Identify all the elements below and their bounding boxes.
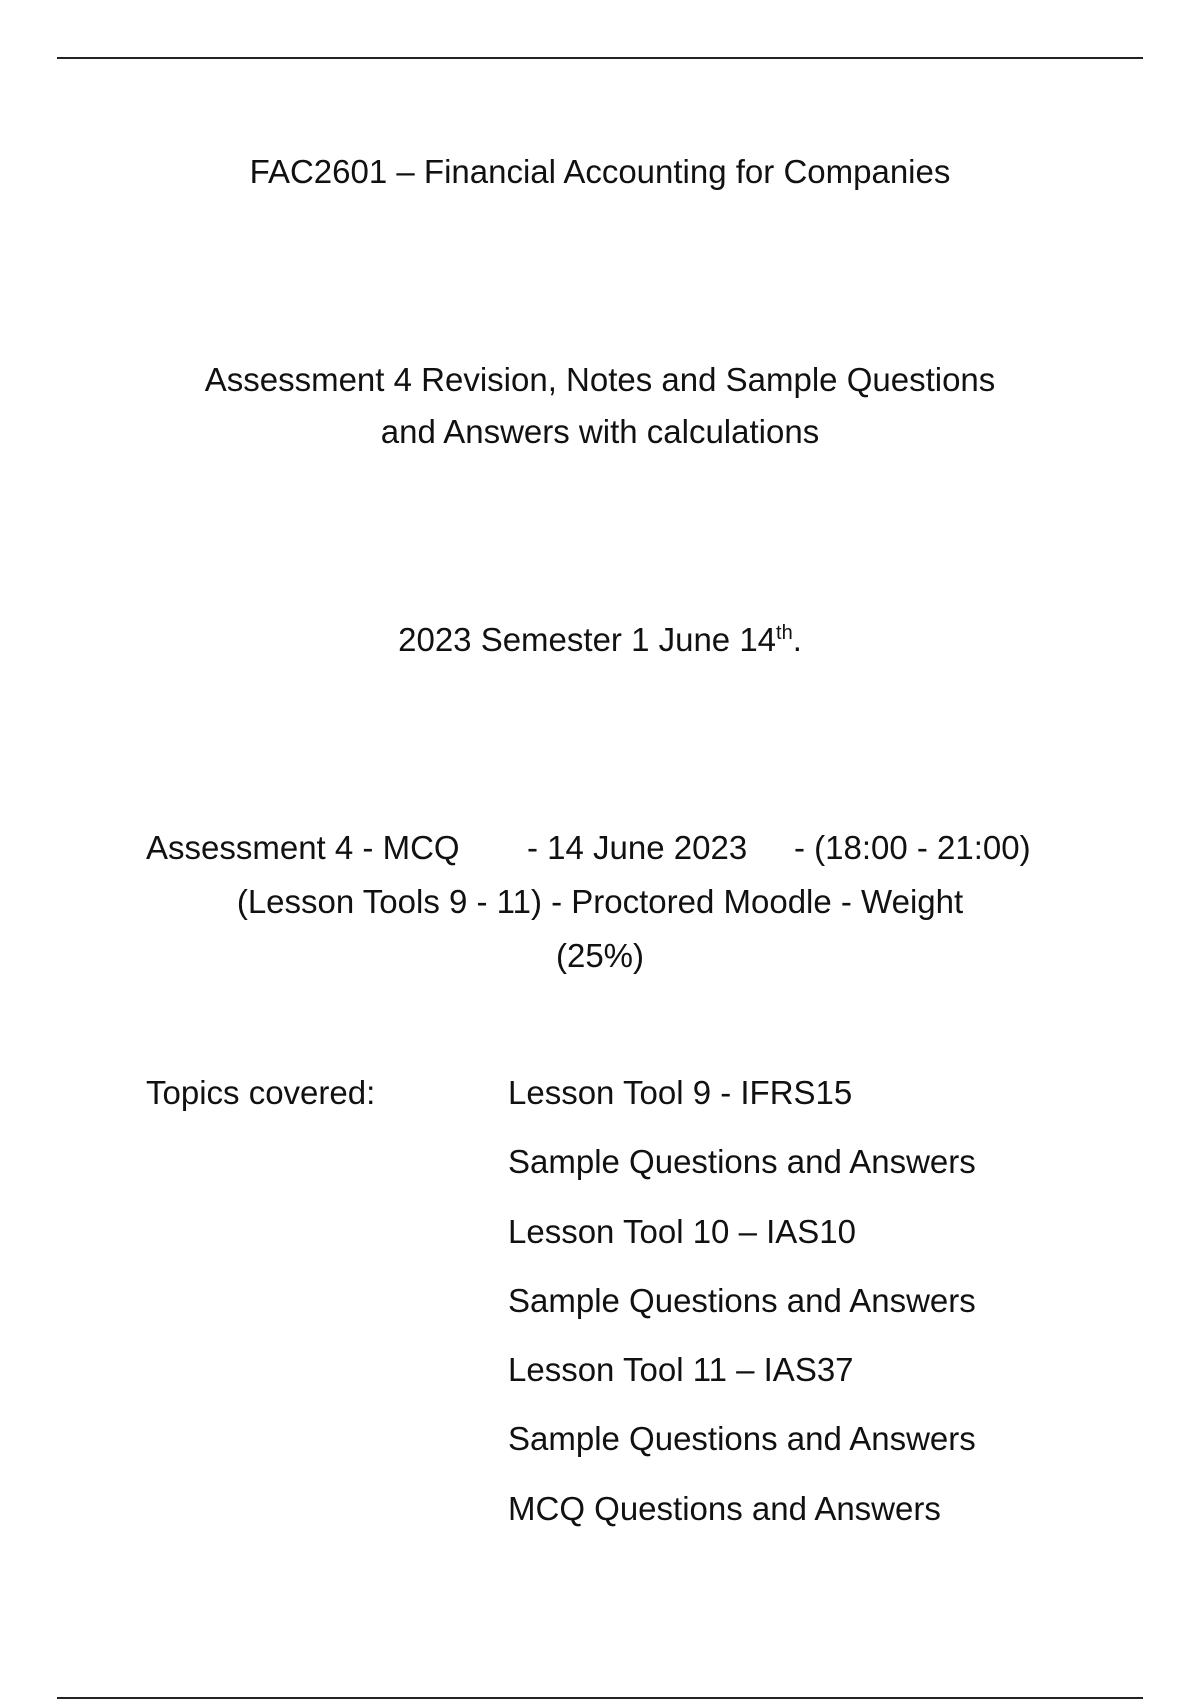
- semester-date: [0, 614, 1200, 666]
- topic-item: Lesson Tool 9 - IFRS15: [508, 1074, 853, 1111]
- topic-item: Lesson Tool 11 – IAS37: [508, 1351, 854, 1389]
- course-title: FAC2601 – Financial Accounting for Companies: [249, 153, 951, 190]
- topic-item: Sample Questions and Answers: [508, 1420, 976, 1458]
- topic-item: MCQ Questions and Answers: [508, 1489, 941, 1527]
- assessment-line-2: (Lesson Tools 9 - 11) - Proctored Moodle - Weight: [236, 883, 964, 920]
- assessment-name: Assessment 4 - MCQ: [146, 829, 460, 866]
- document-subtitle-line-1: Assessment 4 Revision, Notes and Sample Questions: [204, 361, 996, 398]
- topics-label: Topics covered:: [146, 1074, 376, 1111]
- topic-item: Sample Questions and Answers: [508, 1143, 976, 1181]
- topic-item: Sample Questions and Answers: [508, 1281, 976, 1319]
- assessment-weight: (25%): [555, 937, 645, 974]
- document-subtitle-line-2: and Answers with calculations: [380, 413, 820, 450]
- topics-list: [508, 1067, 976, 1552]
- bottom-horizontal-rule: [57, 1697, 1143, 1699]
- topic-item: Lesson Tool 10 – IAS10: [508, 1212, 856, 1250]
- semester-ordinal-suffix: th: [776, 622, 793, 644]
- top-horizontal-rule: [57, 57, 1143, 59]
- assessment-date: - 14 June 2023: [527, 829, 748, 866]
- semester-text: 2023 Semester 1 June 14: [398, 621, 777, 658]
- semester-period: .: [792, 621, 802, 658]
- assessment-time: - (18:00 - 21:00): [794, 829, 1031, 866]
